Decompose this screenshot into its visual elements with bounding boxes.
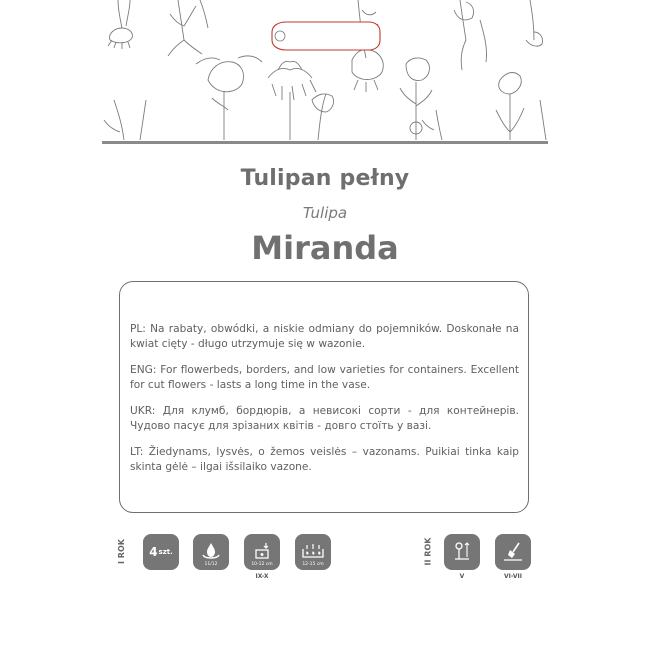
spacing-sub: 12-15 cm <box>302 562 324 567</box>
description-lt: LT: Žiedynams, lysvės, o žemos veislės – vazonams. Puikiai tinka kaip skinta gėlė – ilgai išsilaiko vazone. <box>130 446 519 473</box>
product-variety-name: Miranda <box>251 229 399 267</box>
digging-shovel-icon <box>501 540 525 564</box>
bulb-count-value: 4 <box>149 545 158 559</box>
spacing-icon <box>300 541 326 563</box>
planting-depth-sub: 10-12 cm <box>251 562 273 567</box>
bulb-water-tile <box>193 534 229 570</box>
ground-line <box>102 141 548 144</box>
description-pl: PL: Na rabaty, obwódki, a niskie odmiany do pojemników. Doskonałe na kwiat cięty - długo utrzymuje się w wazonie. <box>130 323 519 350</box>
flowering-tile <box>444 534 480 570</box>
digging-tile <box>495 534 531 570</box>
flowering-month-caption: V <box>459 573 465 580</box>
product-common-name: Tulipan pełny <box>240 166 410 191</box>
year-two-label: II ROK <box>423 537 433 566</box>
planting-depth-icon <box>250 541 274 563</box>
bulb-water-icon <box>199 541 223 563</box>
year-one-label: I ROK <box>116 539 126 564</box>
botanical-illustration <box>100 0 550 146</box>
description-ukr: UKR: Для клумб, бордюрів, а невисокі сорти - для контейнерів. Чудово пасує для зрізаних квітів - довго стоїть у вазі. <box>130 405 519 432</box>
brand-frame <box>272 22 380 50</box>
planting-depth-tile <box>244 534 280 570</box>
digging-month-caption: VI-VII <box>503 573 523 580</box>
description-eng: ENG: For flowerbeds, borders, and low varieties for containers. Excellent for cut flowers - lasts a long time in the vase. <box>130 364 519 391</box>
spacing-tile <box>295 534 331 570</box>
description-box <box>119 281 529 513</box>
bulb-count-unit: szt. <box>158 548 173 556</box>
bulb-water-sub: 11/12 <box>204 562 218 567</box>
product-latin-name: Tulipa <box>302 204 348 222</box>
planting-month-caption: IX-X <box>255 573 269 580</box>
bulb-count-tile <box>143 534 179 570</box>
flowering-height-icon <box>450 540 474 564</box>
